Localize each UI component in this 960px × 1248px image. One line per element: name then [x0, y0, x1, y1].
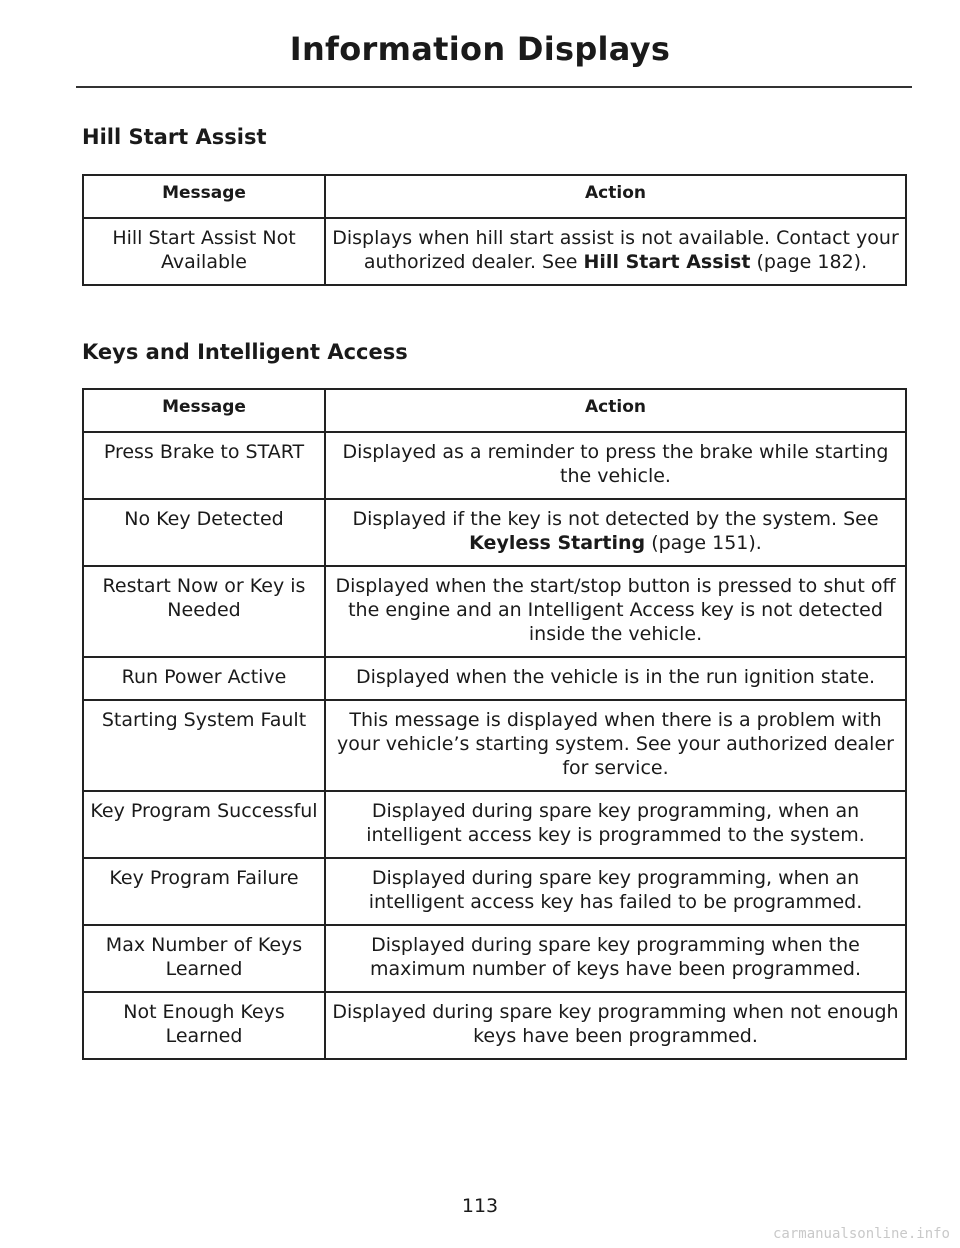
message-cell: Key Program Successful	[83, 791, 325, 858]
table-row	[83, 858, 906, 925]
keys-and-intelligent-access-table	[82, 388, 907, 1060]
message-cell: Key Program Failure	[83, 858, 325, 925]
table-header-row	[83, 389, 906, 432]
action-cell: Displayed during spare key programming when the maximum number of keys have been programmed.	[325, 925, 906, 992]
action-cell: Displayed when the vehicle is in the run ignition state.	[325, 657, 906, 700]
watermark: carmanualsonline.info	[772, 1226, 950, 1242]
table-row	[83, 700, 906, 791]
message-cell: Restart Now or Key is Needed	[83, 566, 325, 657]
column-header-action: Action	[325, 389, 906, 432]
message-cell: Starting System Fault	[83, 700, 325, 791]
table-row	[83, 566, 906, 657]
cross-reference-link[interactable]: Hill Start Assist	[583, 251, 751, 273]
message-cell: Press Brake to START	[83, 432, 325, 499]
page-reference: (page 151).	[645, 532, 762, 554]
cross-reference-link[interactable]: Keyless Starting	[469, 532, 646, 554]
action-text: Displays when hill start assist is not available. Contact your authorized dealer. See	[332, 227, 899, 273]
section-heading-keys-and-intelligent-access: Keys and Intelligent Access	[82, 340, 408, 364]
table-row	[83, 791, 906, 858]
table-header-row	[83, 175, 906, 218]
table-row	[83, 499, 906, 566]
message-cell: Not Enough Keys Learned	[83, 992, 325, 1059]
table-row	[83, 925, 906, 992]
column-header-message: Message	[83, 175, 325, 218]
column-header-message: Message	[83, 389, 325, 432]
title-divider	[76, 86, 912, 88]
table-row	[83, 432, 906, 499]
action-cell: Displayed when the start/stop button is pressed to shut off the engine and an Intelligent Access key is not detected inside the vehicle.	[325, 566, 906, 657]
page-reference: (page 182).	[750, 251, 868, 273]
table-row	[83, 657, 906, 700]
table-row	[83, 218, 906, 285]
message-cell: No Key Detected	[83, 499, 325, 566]
message-cell: Run Power Active	[83, 657, 325, 700]
message-cell: Max Number of Keys Learned	[83, 925, 325, 992]
action-cell: Displayed during spare key programming, when an intelligent access key is programmed to the system.	[325, 791, 906, 858]
table-row	[83, 992, 906, 1059]
action-cell: Displayed during spare key programming, when an intelligent access key has failed to be programmed.	[325, 858, 906, 925]
page-title: Information Displays	[289, 30, 671, 68]
column-header-action: Action	[325, 175, 906, 218]
hill-start-assist-table	[82, 174, 907, 286]
action-cell	[325, 218, 906, 285]
message-cell: Hill Start Assist Not Available	[83, 218, 325, 285]
action-cell: This message is displayed when there is a problem with your vehicle’s starting system. See your authorized dealer for service.	[325, 700, 906, 791]
action-cell: Displayed as a reminder to press the brake while starting the vehicle.	[325, 432, 906, 499]
action-text: Displayed if the key is not detected by the system. See	[352, 508, 879, 530]
page-number: 113	[461, 1195, 499, 1217]
action-cell	[325, 499, 906, 566]
action-cell: Displayed during spare key programming when not enough keys have been programmed.	[325, 992, 906, 1059]
section-heading-hill-start-assist: Hill Start Assist	[82, 125, 267, 149]
